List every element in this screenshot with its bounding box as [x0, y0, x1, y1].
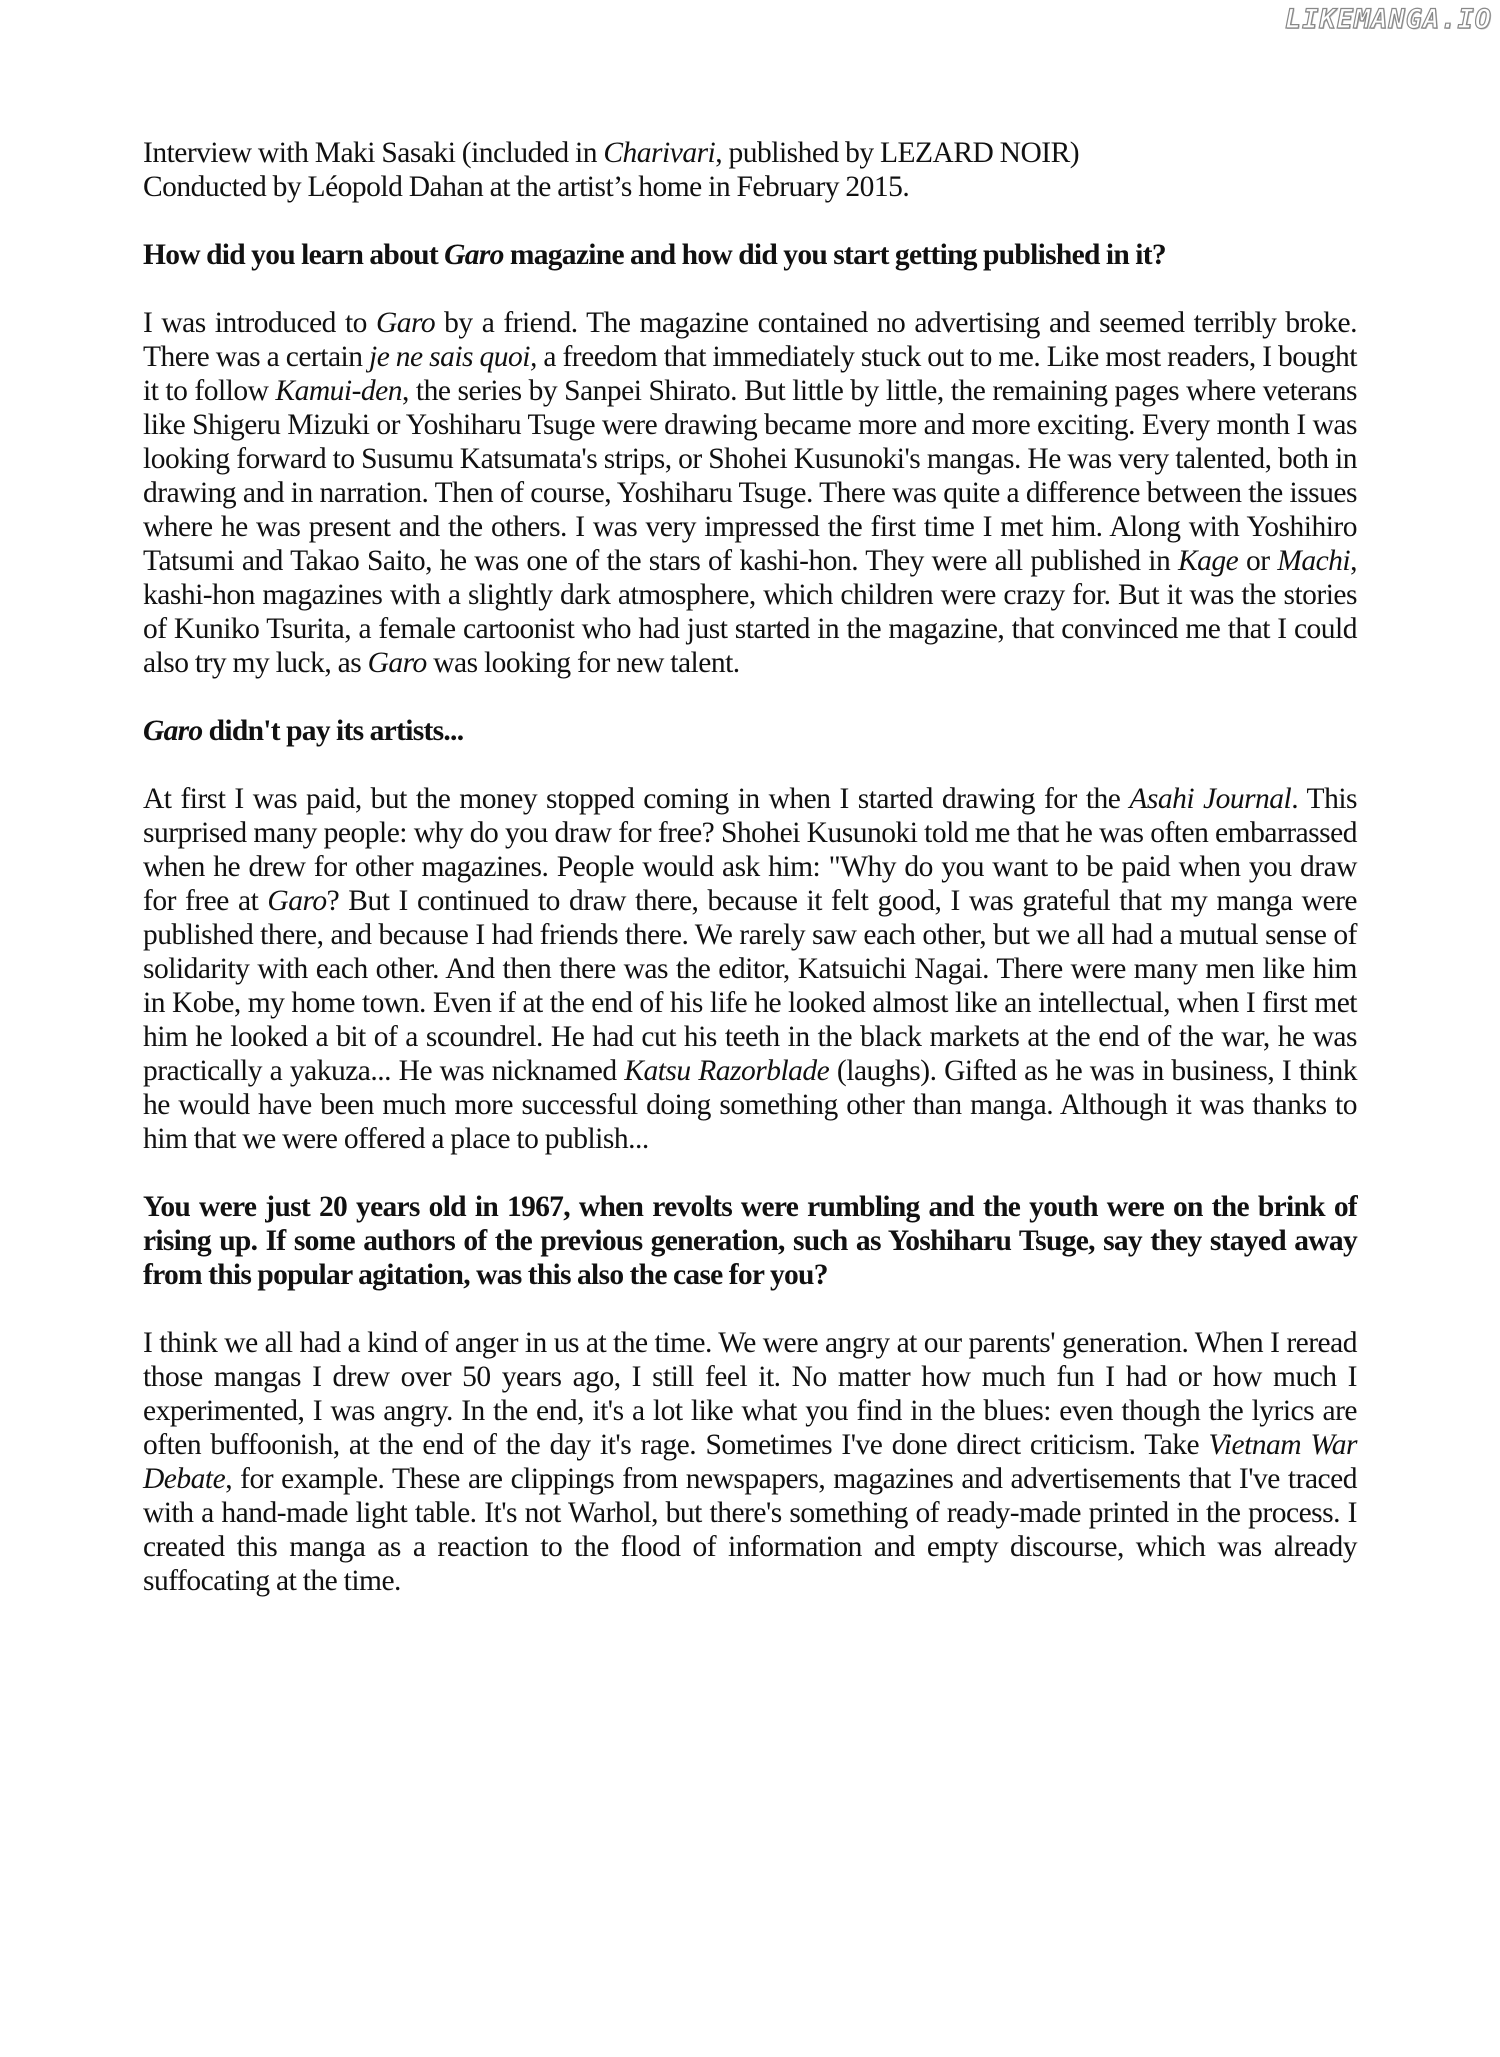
interview-intro: [143, 136, 1357, 204]
book-title-charivari: Charivari: [603, 137, 716, 169]
answer-3: I think we all had a kind of anger in us at the time. We were angry at our parents' generation. When I reread those mangas I drew over 50 years ago, I still feel it. No matter how much fun I had or how much I experimented, I was angry. In the end, it's a lot like what you find in the blues: even though the lyrics are often buffoonish, at the end of the day it's rage. Sometimes I've done direct criticism. Take Vietnam War Debate, for example. These are clippings from newspapers, magazines and advertisements that I've traced with a hand-made light table. It's not Warhol, but there's something of ready-made printed in the process. I created this manga as a reaction to the flood of information and empty discourse, which was already suffocating at the time.: [143, 1327, 1358, 1597]
interview-page: [143, 136, 1357, 1632]
question-3: You were just 20 years old in 1967, when revolts were rumbling and the youth were on the brink of rising up. If some authors of the previous generation, such as Yoshiharu Tsuge, say they stayed away from this popular agitation, was this also the case for you?: [143, 1191, 1357, 1291]
site-watermark: LIKEMANGA.IO: [1284, 4, 1492, 35]
answer-1: I was introduced to Garo by a friend. The magazine contained no advertising and seemed terribly broke. There was a certain je ne sais quoi, a freedom that immediately stuck out to me. Like most readers, I bought it to follow Kamui-den, the series by Sanpei Shirato. But little by little, the remaining pages where veterans like Shigeru Mizuki or Yoshiharu Tsuge were drawing became more and more exciting. Every month I was looking forward to Susumu Katsumata's strips, or Shohei Kusunoki's mangas. He was very talented, both in drawing and in narration. Then of course, Yoshiharu Tsuge. There was quite a difference between the issues where he was present and the others. I was very impressed the first time I met him. Along with Yoshihiro Tatsumi and Takao Saito, he was one of the stars of kashi-hon. They were all published in Kage or Machi, kashi-hon magazines with a slightly dark atmosphere, which children were crazy for. But it was the stories of Kuniko Tsurita, a female cartoonist who had just started in the magazine, that convinced me that I could also try my luck, as Garo was looking for new talent.: [143, 307, 1358, 679]
intro-line-1: Interview with Maki Sasaki (included in Charivari, published by LEZARD NOIR): [143, 137, 1080, 169]
answer-2: At first I was paid, but the money stopped coming in when I started drawing for the Asahi Journal. This surprised many people: why do you draw for free? Shohei Kusunoki told me that he was often embarrassed when he drew for other magazines. People would ask him: "Why do you want to be paid when you draw for free at Garo? But I continued to draw there, because it felt good, I was grateful that my manga were published there, and because I had friends there. We rarely saw each other, but we all had a mutual sense of solidarity with each other. And then there was the editor, Katsuichi Nagai. There were many men like him in Kobe, my home town. Even if at the end of his life he looked almost like an intellectual, when I first met him he looked a bit of a scoundrel. He had cut his teeth in the black markets at the end of the war, he was practically a yakuza... He was nicknamed Katsu Razorblade (laughs). Gifted as he was in business, I think he would have been much more successful doing something other than manga. Although it was thanks to him that we were offered a place to publish...: [143, 783, 1357, 1155]
question-1: How did you learn about Garo magazine and how did you start getting published in it?: [143, 239, 1166, 271]
question-2: Garo didn't pay its artists...: [143, 715, 464, 747]
intro-line-2: Conducted by Léopold Dahan at the artist’s home in February 2015.: [143, 171, 910, 203]
